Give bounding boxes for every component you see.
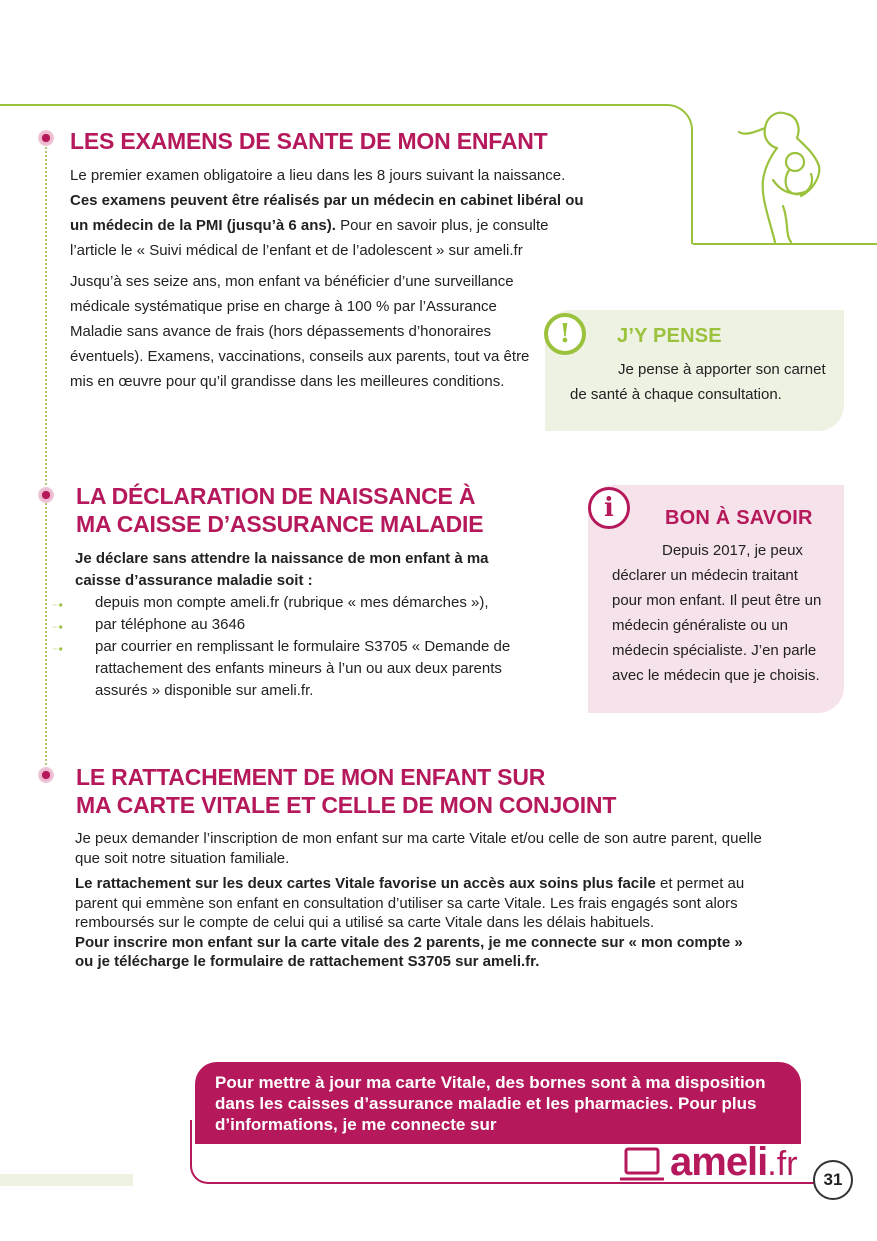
section-title-rattachement bbox=[76, 763, 616, 819]
section-title-rattachement-line1: LE RATTACHEMENT DE MON ENFANT SUR bbox=[76, 764, 546, 790]
list-item bbox=[75, 592, 530, 614]
dotted-guide-line bbox=[45, 140, 47, 780]
section-title-declaration-line2: MA CAISSE D’ASSURANCE MALADIE bbox=[76, 511, 484, 537]
callout-bonasavoir-text: Depuis 2017, je peux déclarer un médecin traitant pour mon enfant. Il peut être un médecin généraliste ou un médecin spécialiste. J’en parle avec le médecin que je choisis. bbox=[612, 542, 822, 684]
section-bullet bbox=[38, 767, 54, 783]
ameli-logo[interactable] bbox=[670, 1140, 798, 1185]
callout-bonasavoir-title: BON À SAVOIR bbox=[665, 507, 813, 529]
examens-paragraph-1 bbox=[70, 163, 595, 263]
section-bullet bbox=[38, 130, 54, 146]
laptop-icon bbox=[620, 1146, 664, 1184]
declaration-intro: Je déclare sans attendre la naissance de mon enfant à ma caisse d’assurance maladie soit : bbox=[75, 550, 489, 589]
rattachement-paragraph-2 bbox=[75, 874, 765, 933]
list-bullet bbox=[53, 602, 63, 608]
examens-bold: Ces examens peuvent être réalisés par un médecin en cabinet libéral ou un médecin de la PMI (jusqu’à 6 ans). bbox=[70, 192, 584, 234]
section-title-declaration-line1: LA DÉCLARATION DE NAISSANCE À bbox=[76, 483, 476, 509]
list-item bbox=[75, 636, 530, 702]
ameli-logo-suffix: .fr bbox=[767, 1145, 798, 1183]
vitale-banner: Pour mettre à jour ma carte Vitale, des bornes sont à ma disposition dans les caisses d’assurance maladie et les pharmacies. Pour plus d’informations, je me connecte sur bbox=[195, 1062, 801, 1144]
declaration-item-telephone: par téléphone au 3646 bbox=[95, 616, 246, 633]
callout-jypense-title: J’Y PENSE bbox=[617, 325, 722, 347]
examens-intro: Le premier examen obligatoire a lieu dans les 8 jours suivant la naissance. bbox=[70, 167, 566, 184]
section-title-declaration bbox=[76, 482, 483, 538]
rattachement-paragraph-3: Pour inscrire mon enfant sur la carte vitale des 2 parents, je me connecte sur « mon compte » ou je télécharge le formulaire de rattachement S3705 sur ameli.fr. bbox=[75, 933, 743, 970]
exclamation-icon: ! bbox=[544, 313, 586, 355]
list-item bbox=[75, 614, 530, 636]
section-title-examens: LES EXAMENS DE SANTE DE MON ENFANT bbox=[70, 128, 548, 154]
declaration-body bbox=[75, 548, 530, 702]
list-bullet bbox=[53, 646, 63, 652]
section-bullet bbox=[38, 487, 54, 503]
ameli-logo-main: ameli bbox=[670, 1140, 768, 1184]
callout-jypense-text: Je pense à apporter son carnet de santé à chaque consultation. bbox=[570, 361, 826, 403]
section-title-rattachement-line2: MA CARTE VITALE ET CELLE DE MON CONJOINT bbox=[76, 792, 617, 818]
declaration-item-compte: depuis mon compte ameli.fr (rubrique « mes démarches »), bbox=[95, 594, 489, 611]
declaration-item-courrier: par courrier en remplissant le formulaire S3705 « Demande de rattachement des enfants mineurs à l’un ou aux deux parents assurés » disponible sur ameli.fr. bbox=[95, 638, 511, 699]
rattachement-bold: Le rattachement sur les deux cartes Vitale favorise un accès aux soins plus facile bbox=[75, 875, 656, 892]
examens-rest: Pour en savoir plus, je consulte l’article le « Suivi médical de l’enfant et de l’adolescent » sur ameli.fr bbox=[70, 217, 549, 259]
green-strip bbox=[0, 1174, 133, 1186]
rattachement-rest: et permet au parent qui emmène son enfant en consultation d’utiliser sa carte Vitale. Les frais engagés sont alors remboursés sur le compte de celui qui a utilisé sa carte Vitale dans les délais habituels. bbox=[75, 875, 745, 931]
examens-paragraph-2: Jusqu’à ses seize ans, mon enfant va bénéficier d’une surveillance médicale systématique prise en charge à 100 % par l’Assurance Maladie sans avance de frais (hors dépassements d’honoraires éventuels). Examens, vaccinations, conseils aux parents, tout va être mis en œuvre pour qu’il grandisse dans les meilleures conditions. bbox=[70, 273, 530, 390]
info-icon: i bbox=[588, 487, 630, 529]
rattachement-paragraph-1: Je peux demander l’inscription de mon enfant sur ma carte Vitale et/ou celle de son autre parent, quelle que soit notre situation familiale. bbox=[75, 830, 762, 867]
mother-child-illustration bbox=[725, 106, 845, 244]
rattachement-body bbox=[75, 829, 765, 972]
page-number: 31 bbox=[813, 1160, 853, 1200]
list-bullet bbox=[53, 624, 63, 630]
